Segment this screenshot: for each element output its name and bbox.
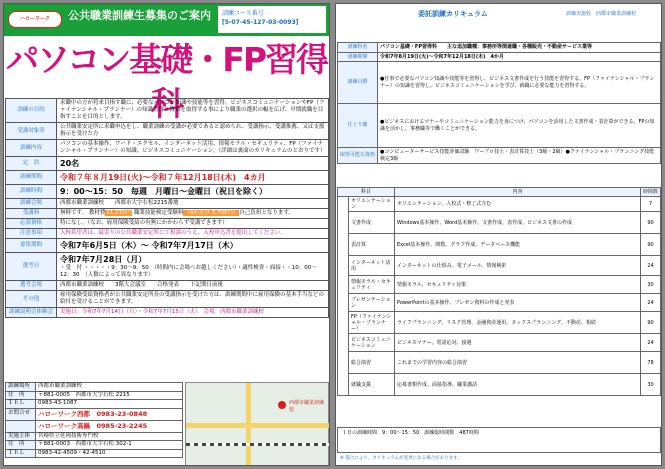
row-fee: [6, 209, 329, 219]
hellowork-logo: ハローワーク: [8, 11, 62, 28]
subject: オリエンテーション: [349, 197, 395, 212]
row-header: 訓練説明会体験会: [6, 308, 57, 318]
schedule-row: [338, 212, 661, 234]
schedule-header: [338, 188, 661, 197]
location-pin-icon: [278, 401, 286, 409]
schedule-row: [338, 234, 661, 256]
content: ビジネスマナー、電話応対、接遇: [395, 334, 641, 352]
main-title: パソコン基礎・FP習得科: [5, 40, 328, 123]
contact-row: [6, 383, 183, 392]
hours: 24: [641, 334, 661, 352]
row-venue: [6, 199, 329, 209]
row-eligible: [6, 123, 329, 140]
row-value: 令和７年８月19日(火)～令和７年12月18日(木) 4カ月: [57, 171, 329, 185]
row-value: 西都市職業訓練校 3階大会議室 合格発表 下記期日前後: [57, 281, 329, 291]
contact-row: [6, 408, 183, 420]
content: インターネットの仕組み、電子メール、情報検索: [395, 256, 641, 276]
schedule-table: [337, 187, 661, 396]
contact-header: お問合せ: [6, 408, 36, 420]
content: オリエンテーション、入校式・修了式含む: [395, 197, 641, 212]
row-value: 令和7年6月5日（木）～ 令和7年7月17日（木）: [57, 239, 329, 253]
row-content: [6, 140, 329, 157]
course-code: [5-07-45-127-03-0093]: [222, 19, 299, 26]
subject: インターネット活用: [349, 256, 395, 276]
curr-header: 訓練目標: [338, 62, 378, 104]
selection-date: 令和7年7月28日（月）: [60, 255, 147, 264]
row-header: 受講対象者: [6, 123, 57, 140]
hours: 30: [641, 374, 661, 396]
course-code-box: [218, 6, 326, 33]
textbook-fee: 11,110円: [106, 210, 132, 216]
flyer-back: [335, 3, 662, 466]
row-notes: [6, 229, 329, 239]
hours: 90: [641, 234, 661, 256]
hours: 90: [641, 212, 661, 234]
hours: 24: [641, 294, 661, 312]
total-hours-row: １日の訓練時間 9：00～15：50 訓練総時間数 487時間: [337, 427, 661, 453]
fee-free: 無料です。: [60, 210, 88, 216]
subject: 総合演習: [349, 352, 395, 374]
row-selection: [6, 253, 329, 281]
exam-label: 職業技能検定受験料: [133, 210, 184, 216]
contact-row: [6, 400, 183, 409]
curr-value: ●ビジネスにおけるマナーやコミュニケーション能力を身につけ、パソコンを活用した文書作成・表計算ができる。FPの知識を活かし、事務職等で働くことができる。: [378, 104, 661, 148]
row-header: 訓練内容: [6, 140, 57, 157]
contact-value: 〒881-0005 西都市大字右松 2215: [36, 391, 183, 400]
curr-row: [338, 62, 661, 104]
footnote: ※ 都合により、カリキュラムが変更になる場合があります。: [340, 456, 462, 461]
contact-row: [6, 391, 183, 400]
row-value: 実施日：令和7年7月14日（月）・令和7年7月15日（火） 会場：西都市職業訓練校: [57, 308, 329, 318]
content: PowerPointの基本操作、プレゼン資料の作成と発表: [395, 294, 641, 312]
hours: 90: [641, 312, 661, 334]
content: これまでの学習内容の総合演習: [395, 352, 641, 374]
row-purpose: [6, 99, 329, 123]
row-header: 募集期間: [6, 239, 57, 253]
row-header: 訓練期間: [6, 171, 57, 185]
info-table: [5, 98, 329, 318]
schedule-row: [338, 276, 661, 294]
contact-row: [6, 441, 183, 450]
row-header: 選考会場: [6, 281, 57, 291]
content: 情報モラル、セキュリティ対策: [395, 276, 641, 294]
schedule-row: [338, 294, 661, 312]
curr-value: 令和7年8月19日(火)～令和7年12月18日(木) 4か月: [378, 52, 661, 62]
content: Windows基本操作、Word基本操作、文書作成、表作成、ビジネス文書の作成: [395, 212, 641, 234]
col-hours: 時間数: [641, 188, 661, 197]
row-hours: [6, 185, 329, 199]
textbook-label: 教材費: [88, 210, 106, 216]
row-header: その他: [6, 291, 57, 308]
course-code-label: 訓練コース番号: [222, 10, 264, 17]
access-map: [185, 382, 329, 466]
map-road: [186, 423, 330, 428]
row-header: 応募資格: [6, 219, 57, 229]
content: Excel基本操作、関数、グラフ作成、データベース機能: [395, 234, 641, 256]
contact-header: ＴＥＬ: [6, 400, 36, 409]
row-value: 特になし。（なお、雇用保険受給の有無にかかわらず受講できます）: [57, 219, 329, 229]
subject: 表計算: [349, 234, 395, 256]
row-qualify: [6, 219, 329, 229]
hours: 30: [641, 276, 661, 294]
hours: 24: [641, 256, 661, 276]
col-subject: 科目: [338, 188, 395, 197]
subject: 情報モラル・セキュリティ: [349, 276, 395, 294]
contact-value: 宮崎県立延岡技術専門校: [36, 432, 183, 441]
subject: FP（ファイナンシャル・プランナー）: [349, 312, 395, 334]
section-marker: [338, 197, 349, 396]
subject: ビジネスコミュニケーション: [349, 334, 395, 352]
curr-row: [338, 104, 661, 148]
row-header: 訓練の目的: [6, 99, 57, 123]
contact-header: ＴＥＬ: [6, 449, 36, 458]
row-value: [57, 253, 329, 281]
row-value: [57, 209, 329, 219]
curr-row: [338, 43, 661, 53]
curr-row: [338, 148, 661, 164]
schedule-row: [338, 197, 661, 212]
schedule-row: [338, 312, 661, 334]
contact-value: 0983-42-4509・42-4510: [36, 449, 183, 458]
row-value: 求職中の方が将来目指す職に、必要なパソコン知識や技能等を習得。ビジネスコミュニケーションやFP（ファイナンシャル・プランナー）の知識習得と資格を取得する事により職業の選択の幅を広げ、早期就職を目指すことを目的とします。: [57, 99, 329, 123]
contact-header: 住 所: [6, 391, 36, 400]
row-value: 西都市職業訓練校 西都市大字右松2215番地: [57, 199, 329, 209]
contact-value: ハローワーク西都 0983-23-0848: [36, 408, 183, 420]
schedule-row: [338, 374, 661, 396]
content: 応募書類作成、面接指導、職業講話: [395, 374, 641, 396]
banner: [4, 4, 329, 36]
col-content: 内容: [395, 188, 641, 197]
content: ライフプランニング、リスク管理、金融資産運用、タックスプランニング、不動産、相続: [395, 312, 641, 334]
curriculum-title: 委託訓練カリキュラム: [418, 10, 488, 18]
map-rail: [186, 443, 330, 446]
contact-row: [6, 449, 183, 458]
hours: 78: [641, 352, 661, 374]
contact-value: 0983-43-1087: [36, 400, 183, 409]
row-value: 入校希望者は、最寄りの公共職業安定所にて相談のうえ、入校申込書を提出してください。: [57, 229, 329, 239]
row-other: [6, 291, 329, 308]
subject: 就職支援: [349, 374, 395, 396]
row-header: 選考日: [6, 253, 57, 281]
row-capacity: [6, 157, 329, 171]
curr-value: パソコン基礎・FP習得科 主な追加職種：事務所等関連職・各種販売・不動産サービス業等: [378, 43, 661, 53]
curriculum-header: [336, 6, 661, 20]
contact-value: 〒881-0003 西都市大字右松 302-1: [36, 441, 183, 450]
flyer-front: [3, 3, 330, 466]
row-header: 訓練時間: [6, 185, 57, 199]
curr-row: [338, 52, 661, 62]
row-value: パソコンの基本操作、ワード・エクセル、インターネット活用、情報モラル・セキュリティ、FP（ファイナンシャル・プランナー）の知識、ビジネスコミュニケーション。（詳細は裏面のカリキュラムのとおりです）: [57, 140, 329, 157]
row-value: 雇用保険受給資格者が公共職業安定所長の受講指示を受けた方は、訓練期間中に雇用保険の基本手当などの給付を受けることができます。: [57, 291, 329, 308]
map-label: 西都市職業訓練校: [289, 400, 325, 413]
row-period: [6, 171, 329, 185]
row-header: 定 員: [6, 157, 57, 171]
row-header: 受講料: [6, 209, 57, 219]
row-briefing: [6, 308, 329, 318]
contact-value: ハローワーク高鍋 0985-23-2245: [36, 420, 183, 432]
contact-row: [6, 432, 183, 441]
curr-header: 訓練科名: [338, 43, 378, 53]
contact-header: 実施主体: [6, 432, 36, 441]
row-header: 注意事項: [6, 229, 57, 239]
curr-header: 取得可能な資格: [338, 148, 378, 164]
curriculum-org: 訓練実施校 西都市職業訓練校: [566, 11, 637, 17]
row-selection-venue: [6, 281, 329, 291]
curr-header: 訓練期間: [338, 52, 378, 62]
curr-value: ●仕事で必要なパソコン知識や技能等を習得し、ビジネス文書作成を行う技能を習得する。FP（ファイナンシャル・プランナー）の知識を習得し、ビジネスコミュニケーションを学び、就職に必要な能力を習得する。: [378, 62, 661, 104]
hours: 7: [641, 197, 661, 212]
schedule-row: [338, 352, 661, 374]
banner-title: 公共職業訓練生募集のご案内: [68, 9, 211, 22]
curr-value: ●コンピューターサービス技能評価試験 ワープロ技士・表計算技士（3級・2級）●ファイナンシャル・プランニング技能検定3級: [378, 148, 661, 164]
row-header: 訓練会場: [6, 199, 57, 209]
schedule-row: [338, 256, 661, 276]
exam-fee: （4か月分 3,700円）: [184, 210, 239, 216]
selection-detail: ・受 付 ・・・・・9：30～9：50 （時間内に会場へお越しください）・適性検査・面接・・10：00～12：30 （人数によって異なります）: [60, 265, 317, 278]
subject: 文書作成: [349, 212, 395, 234]
curriculum-info-table: [337, 42, 661, 164]
contact-value: 西都市職業訓練校: [36, 383, 183, 392]
contact-header: 住 所: [6, 441, 36, 450]
subject: プレゼンテーション: [349, 294, 395, 312]
curr-header: 仕上り像: [338, 104, 378, 148]
row-recruit: [6, 239, 329, 253]
contact-header: [6, 420, 36, 432]
fee-note: 自己負担となります。: [239, 210, 294, 216]
row-value: 9：00～15：50 毎週 月曜日～金曜日（祝日を除く）: [57, 185, 329, 199]
row-value: 20名: [57, 157, 329, 171]
contact-table: [5, 382, 183, 458]
contact-header: 訓練場所: [6, 383, 36, 392]
contact-row: [6, 420, 183, 432]
row-value: 公共職業安定所に求職申込をし、職業訓練の受講が必要であると認められ、受講指示、受講推薦、又は支援指示を受けた方: [57, 123, 329, 140]
schedule-row: [338, 334, 661, 352]
map-road: [246, 383, 251, 466]
